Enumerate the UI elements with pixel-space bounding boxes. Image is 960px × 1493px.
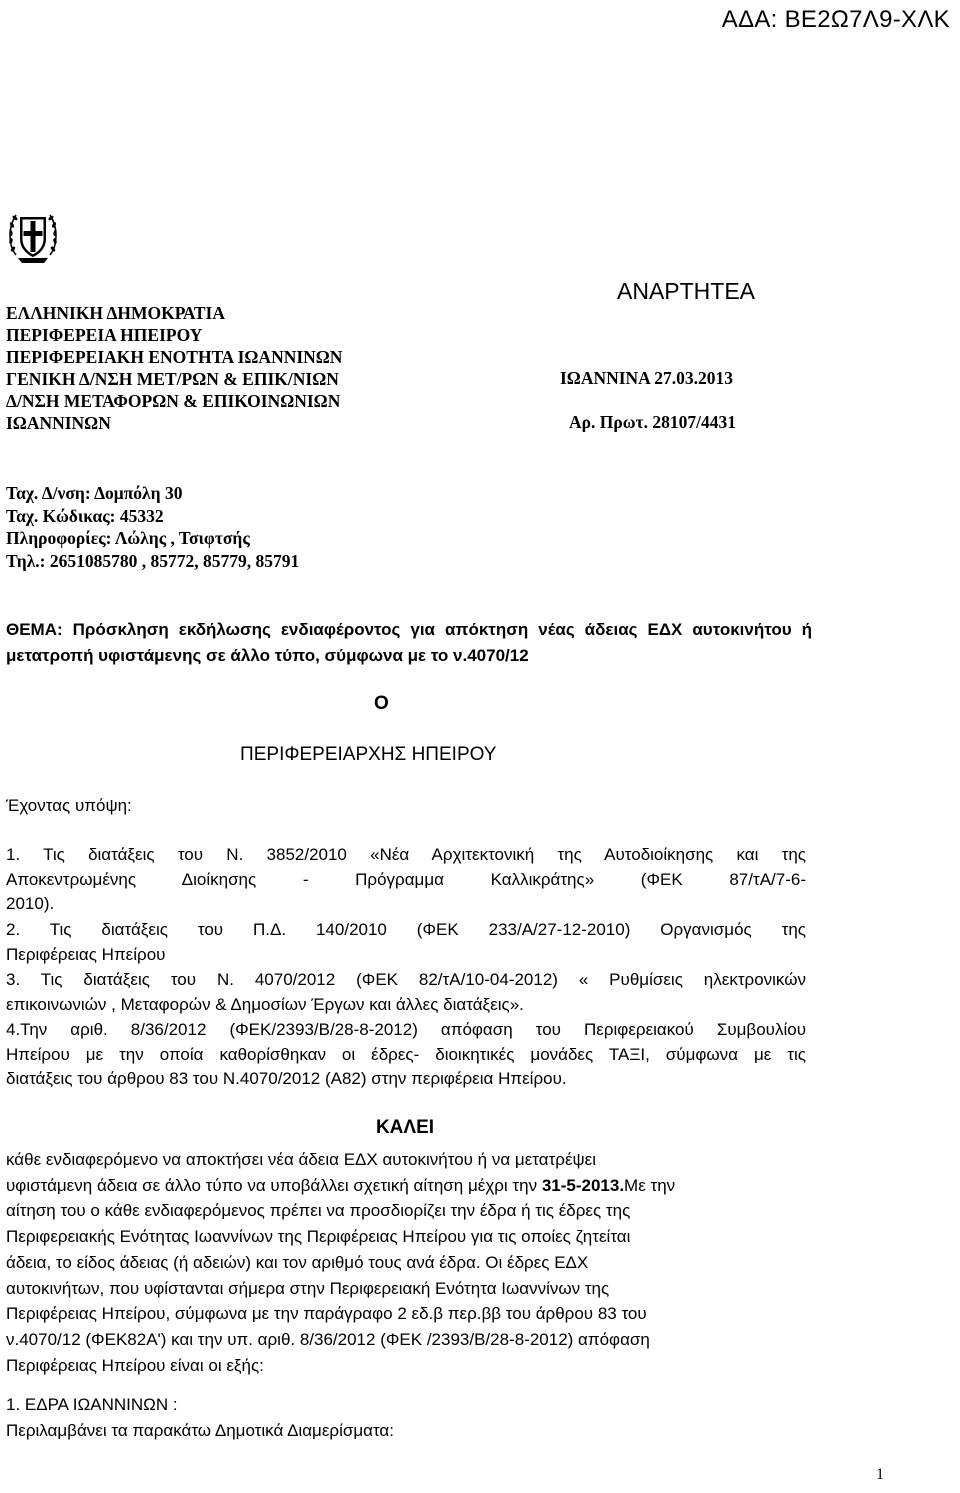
contact-line: Πληροφορίες: Λώλης , Τσιφτσής <box>6 528 250 548</box>
call-line: Περιφερειακής Ενότητας Ιωαννίνων της Περιφέρειας Ηπείρου για τις οποίες ζητείται <box>6 1227 631 1247</box>
place-date: ΙΩΑΝΝΙΝΑ 27.03.2013 <box>560 368 733 388</box>
item-line: Αποκεντρωμένης Διοίκησης - Πρόγραμμα Καλλικράτης» (ΦΕΚ 87/τΑ/7-6- <box>6 869 806 889</box>
consideration-item-1 <box>6 843 806 917</box>
item-line: 2. Τις διατάξεις του Π.Δ. 140/2010 (ΦΕΚ 233/Α/27-12-2010) Οργανισμός της <box>6 920 806 939</box>
call-line: Περιφέρειας Ηπείρου, σύμφωνα με την παράγραφο 2 εδ.β περ.ββ του άρθρου 83 του <box>6 1304 647 1324</box>
item-line: Ηπείρου με την οποία καθορίσθηκαν οι έδρες- διοικητικές μονάδες ΤΑΞΙ, σύμφωνα με τις <box>6 1044 806 1064</box>
consideration-item-4 <box>6 1018 806 1092</box>
posting-label: ΑΝΑΡΤΗΤΕΑ <box>617 278 756 304</box>
calls-heading: ΚΑΛΕΙ <box>375 1117 435 1138</box>
signatory-title: ΠΕΡΙΦΕΡΕΙΑΡΧΗΣ ΗΠΕΙΡΟΥ <box>240 744 497 765</box>
item-line: Περιφέρειας Ηπείρου <box>6 944 166 964</box>
article-o: Ο <box>374 693 389 714</box>
seat-section <box>6 1392 394 1444</box>
seat-description: Περιλαμβάνει τα παρακάτω Δημοτικά Διαμερίσματα: <box>6 1421 394 1440</box>
call-line: αυτοκινήτων, που υφίστανται σήμερα στην Περιφερειακή Ενότητα Ιωαννίνων της <box>6 1278 610 1298</box>
item-line: 3. Τις διατάξεις του Ν. 4070/2012 (ΦΕΚ 82/τΑ/10-04-2012) « Ρυθμίσεις ηλεκτρονικών <box>6 970 806 989</box>
protocol-number: Αρ. Πρωτ. 28107/4431 <box>569 412 736 432</box>
call-text: υφιστάμενη άδεια σε άλλο τύπο να υποβάλλει σχετική αίτηση μέχρι την <box>6 1175 542 1195</box>
call-line: άδεια, το είδος άδειας (ή αδειών) και τον αριθμό τους ανά έδρα. Οι έδρες ΕΔΧ <box>6 1252 589 1272</box>
item-line: διατάξεις του άρθρου 83 του Ν.4070/2012 (Α82) στην περιφέρεια Ηπείρου. <box>6 1069 567 1088</box>
header-line: ΠΕΡΙΦΕΡΕΙΑΚΗ ΕΝΟΤΗΤΑ ΙΩΑΝΝΙΝΩΝ <box>6 347 343 367</box>
consideration-item-3 <box>6 968 806 1017</box>
issuer-header <box>6 302 342 434</box>
item-line: 2010). <box>6 894 55 913</box>
call-line: ν.4070/12 (ΦΕΚ82Α') και την υπ. αριθ. 8/36/2012 (ΦΕΚ /2393/Β/28-8-2012) απόφαση <box>6 1329 650 1349</box>
contact-line: Ταχ. Κώδικας: 45332 <box>6 505 164 526</box>
header-line: Δ/ΝΣΗ ΜΕΤΑΦΟΡΩΝ & ΕΠΙΚΟΙΝΩΝΙΩΝ <box>6 391 341 411</box>
item-line: 4.Την αριθ. 8/36/2012 (ΦΕΚ/2393/Β/28-8-2012) απόφαση του Περιφερειακού Συμβουλίου <box>6 1020 806 1039</box>
call-paragraph <box>6 1147 806 1378</box>
call-line-deadline <box>6 1173 806 1199</box>
greek-coat-of-arms-icon <box>6 205 60 267</box>
contact-line: Τηλ.: 2651085780 , 85772, 85779, 85791 <box>6 550 300 571</box>
contact-info <box>6 482 299 572</box>
item-line: επικοινωνιών , Μεταφορών & Δημοσίων Έργων και άλλες διατάξεις». <box>6 994 524 1014</box>
ada-code: ΑΔΑ: ΒΕ2Ω7Λ9-ΧΛΚ <box>721 6 950 33</box>
contact-line: Ταχ. Δ/νση: Δομπόλη 30 <box>6 483 183 503</box>
seat-title: 1. ΕΔΡΑ ΙΩΑΝΝΙΝΩΝ : <box>6 1395 178 1414</box>
header-line: ΙΩΑΝΝΙΝΩΝ <box>6 413 111 433</box>
call-line: κάθε ενδιαφερόμενο να αποκτήσει νέα άδεια ΕΔΧ αυτοκινήτου ή να μετατρέψει <box>6 1150 597 1169</box>
header-line: ΓΕΝΙΚΗ Δ/ΝΣΗ ΜΕΤ/ΡΩΝ & ΕΠΙΚ/ΝΙΩΝ <box>6 369 339 389</box>
call-line: Περιφέρειας Ηπείρου είναι οι εξής: <box>6 1355 264 1375</box>
header-line: ΠΕΡΙΦΕΡΕΙΑ ΗΠΕΙΡΟΥ <box>6 325 203 345</box>
call-text: Με την <box>624 1175 676 1195</box>
considerations-heading: Έχοντας υπόψη: <box>6 796 132 815</box>
call-line: αίτηση του ο κάθε ενδιαφερόμενος πρέπει να προσδιορίζει την έδρα ή τις έδρες της <box>6 1201 631 1221</box>
page-number: 1 <box>876 1466 884 1483</box>
deadline-date: 31-5-2013. <box>541 1175 625 1195</box>
header-line: ΕΛΛΗΝΙΚΗ ΔΗΜΟΚΡΑΤΙΑ <box>6 303 225 323</box>
subject: ΘΕΜΑ: Πρόσκληση εκδήλωσης ενδιαφέροντος για απόκτηση νέας άδειας ΕΔΧ αυτοκινήτου ή μετατροπή υφιστάμενης σε άλλο τύπο, σύμφωνα με το ν.4070/12 <box>6 620 812 665</box>
item-line: 1. Τις διατάξεις του Ν. 3852/2010 «Νέα Αρχιτεκτονική της Αυτοδιοίκησης και της <box>6 845 806 864</box>
consideration-item-2 <box>6 918 806 967</box>
